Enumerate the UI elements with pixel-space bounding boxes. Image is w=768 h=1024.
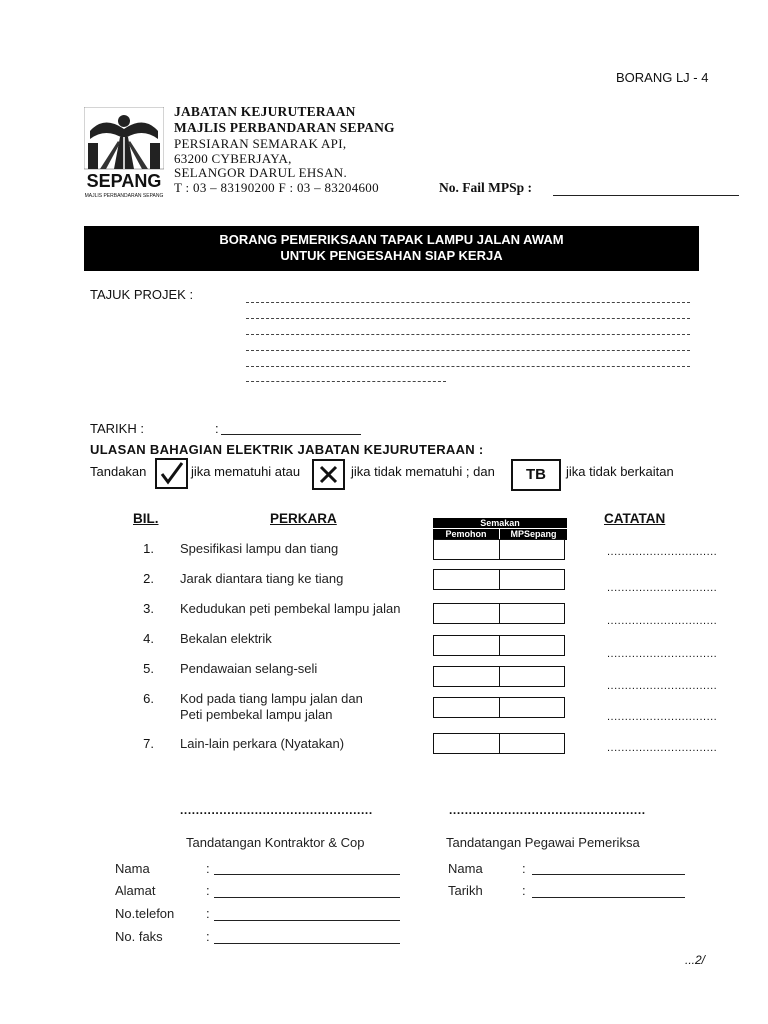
legend-cross-text: jika tidak mematuhi ; dan (351, 464, 495, 479)
form-code: BORANG LJ - 4 (616, 70, 709, 85)
remarks-dots[interactable]: ............................... (607, 546, 718, 558)
sepang-logo (84, 107, 164, 199)
phone-fax: T : 03 – 83190200 F : 03 – 83204600 (174, 180, 379, 195)
remarks-dots[interactable]: ............................... (607, 582, 718, 594)
check-cell[interactable] (433, 539, 565, 560)
remarks-dots[interactable]: ............................... (607, 648, 718, 660)
logo-name: SEPANG (86, 171, 162, 191)
officer-date-field[interactable] (532, 897, 685, 898)
officer-date-label: Tarikh (448, 883, 483, 898)
contractor-name-label: Nama (115, 861, 150, 876)
officer-name-label: Nama (448, 861, 483, 876)
officer-name-field[interactable] (532, 874, 685, 875)
address-line-2: 63200 CYBERJAYA, (174, 151, 292, 166)
field-colon: : (206, 906, 210, 921)
legend-tb-text: jika tidak berkaitan (566, 464, 674, 479)
remarks-dots[interactable]: ............................... (607, 711, 718, 723)
date-colon: : (215, 421, 219, 436)
check-cell[interactable] (433, 733, 565, 754)
row-item: Jarak diantara tiang ke tiang (180, 571, 344, 586)
row-item: Kedudukan peti pembekal lampu jalan (180, 601, 401, 616)
pemohon-label: Pemohon (433, 529, 500, 539)
project-line-2[interactable] (246, 318, 690, 319)
cross-icon (314, 461, 343, 488)
tb-box: TB (511, 459, 561, 491)
field-colon: : (206, 929, 210, 944)
mpsepang-label: MPSepang (510, 529, 557, 539)
officer-signature-line[interactable]: .................................................. (449, 803, 646, 817)
check-cell[interactable] (433, 603, 565, 624)
row-item (180, 691, 363, 723)
form-title-line-1: BORANG PEMERIKSAAN TAPAK LAMPU JALAN AWAM (219, 232, 564, 247)
row-item: Pendawaian selang-seli (180, 661, 318, 676)
field-colon: : (522, 861, 526, 876)
project-line-3[interactable] (246, 334, 690, 335)
col-perkara-header: PERKARA (270, 511, 337, 526)
legend-check-text: jika mematuhi atau (191, 464, 301, 479)
remarks-dots[interactable]: ............................... (607, 742, 718, 754)
row-item-line-2: Peti pembekal lampu jalan (180, 707, 333, 722)
field-colon: : (206, 861, 210, 876)
project-line-4[interactable] (246, 350, 690, 351)
contractor-address-label: Alamat (115, 883, 156, 898)
semakan-header (433, 518, 567, 540)
contractor-phone-field[interactable] (214, 920, 400, 921)
org-department: JABATAN KEJURUTERAAN (174, 104, 356, 119)
logo-subtitle: MAJLIS PERBANDARAN SEPANG (84, 193, 164, 199)
row-number: 5. (143, 661, 154, 676)
field-colon: : (206, 883, 210, 898)
date-field[interactable] (221, 434, 361, 435)
form-title-line-2: UNTUK PENGESAHAN SIAP KERJA (280, 247, 503, 263)
org-council: MAJLIS PERBANDARAN SEPANG (174, 120, 395, 135)
contractor-signature-line[interactable]: ................................................. (180, 803, 373, 817)
file-number-field[interactable] (553, 195, 739, 196)
legend-prefix: Tandakan (90, 464, 147, 479)
check-cell[interactable] (433, 697, 565, 718)
col-bil-header: BIL. (133, 511, 159, 526)
row-number: 1. (143, 541, 154, 556)
section-title: ULASAN BAHAGIAN ELEKTRIK JABATAN KEJURUTERAAN : (90, 442, 484, 457)
row-number: 4. (143, 631, 154, 646)
checkmark-icon (157, 460, 186, 487)
row-item-line-1: Kod pada tiang lampu jalan dan (180, 691, 363, 706)
field-colon: : (522, 883, 526, 898)
cross-box (312, 459, 345, 490)
row-number: 7. (143, 736, 154, 751)
row-item: Bekalan elektrik (180, 631, 272, 646)
check-cell[interactable] (433, 569, 565, 590)
contractor-fax-field[interactable] (214, 943, 400, 944)
form-title-banner (84, 226, 699, 271)
project-line-6[interactable] (246, 381, 446, 382)
contractor-fax-label: No. faks (115, 929, 163, 944)
row-number: 2. (143, 571, 154, 586)
project-title-label: TAJUK PROJEK : (90, 287, 194, 302)
project-line-5[interactable] (246, 366, 690, 367)
remarks-dots[interactable]: ............................... (607, 615, 718, 627)
remarks-dots[interactable]: ............................... (607, 680, 718, 692)
row-item: Spesifikasi lampu dan tiang (180, 541, 339, 556)
row-number: 6. (143, 691, 154, 706)
contractor-name-field[interactable] (214, 874, 400, 875)
project-line-1[interactable] (246, 302, 690, 303)
col-catatan-header: CATATAN (604, 511, 666, 526)
contractor-address-field[interactable] (214, 897, 400, 898)
page-continuation: ...2/ (685, 953, 706, 967)
contractor-phone-label: No.telefon (115, 906, 175, 921)
officer-signature-label: Tandatangan Pegawai Pemeriksa (446, 835, 640, 850)
checkmark-box (155, 458, 188, 489)
check-cell[interactable] (433, 635, 565, 656)
date-label: TARIKH : (90, 421, 144, 436)
row-item: Lain-lain perkara (Nyatakan) (180, 736, 345, 751)
check-cell[interactable] (433, 666, 565, 687)
semakan-label: Semakan (480, 518, 520, 528)
file-number-label: No. Fail MPSp : (439, 180, 532, 195)
row-number: 3. (143, 601, 154, 616)
contractor-signature-label: Tandatangan Kontraktor & Cop (186, 835, 365, 850)
address-line-1: PERSIARAN SEMARAK API, (174, 136, 347, 151)
address-line-3: SELANGOR DARUL EHSAN. (174, 165, 348, 180)
